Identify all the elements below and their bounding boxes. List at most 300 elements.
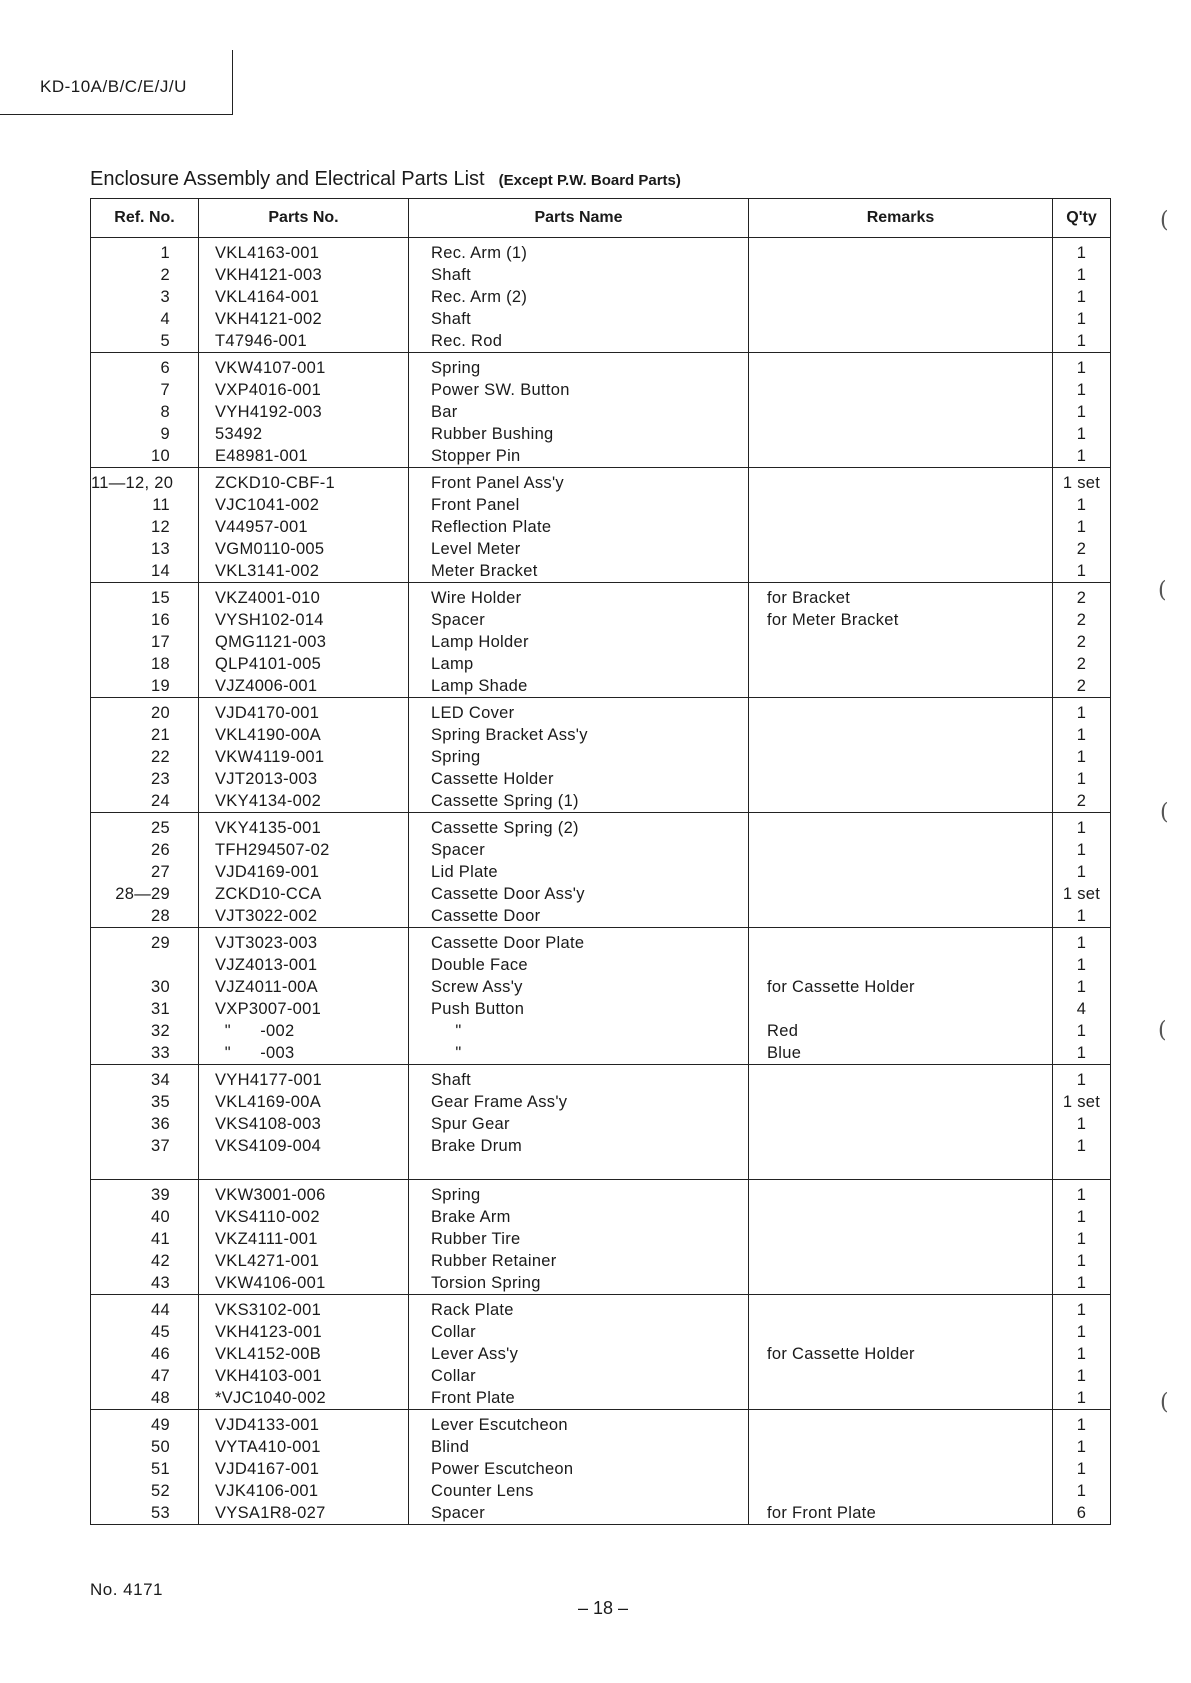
parts-name-cell: Blind xyxy=(409,1436,749,1458)
remarks-cell xyxy=(749,468,1053,495)
remarks-cell xyxy=(749,928,1053,955)
remarks-cell xyxy=(749,1180,1053,1207)
qty-cell: 1 xyxy=(1053,1180,1111,1207)
table-row xyxy=(91,998,1111,1020)
parts-name-cell: Cassette Spring (2) xyxy=(409,813,749,840)
parts-name-cell: Wire Holder xyxy=(409,583,749,610)
table-row xyxy=(91,1458,1111,1480)
parts-name-cell: Spur Gear xyxy=(409,1113,749,1135)
parts-group xyxy=(91,813,1111,928)
parts-group xyxy=(91,238,1111,353)
parts-no-cell: VGM0110-005 xyxy=(199,538,409,560)
ref-no-cell xyxy=(91,1157,199,1180)
qty-cell: 1 xyxy=(1053,330,1111,353)
ref-no-cell: 28 xyxy=(91,905,199,928)
qty-cell: 1 xyxy=(1053,1343,1111,1365)
ref-no-cell: 48 xyxy=(91,1387,199,1410)
remarks-cell xyxy=(749,494,1053,516)
ref-no-cell: 23 xyxy=(91,768,199,790)
ref-no-cell: 39 xyxy=(91,1180,199,1207)
parts-no-cell: E48981-001 xyxy=(199,445,409,468)
table-row xyxy=(91,1410,1111,1437)
remarks-cell xyxy=(749,538,1053,560)
qty-cell: 1 xyxy=(1053,768,1111,790)
table-row xyxy=(91,423,1111,445)
remarks-cell xyxy=(749,1206,1053,1228)
ref-no-cell: 7 xyxy=(91,379,199,401)
parts-group xyxy=(91,1410,1111,1525)
parts-name-cell: Cassette Door Ass'y xyxy=(409,883,749,905)
table-row xyxy=(91,445,1111,468)
ref-no-cell: 17 xyxy=(91,631,199,653)
parts-name-cell: Lamp xyxy=(409,653,749,675)
parts-name-cell: Collar xyxy=(409,1365,749,1387)
qty-cell: 1 xyxy=(1053,1458,1111,1480)
table-row xyxy=(91,1113,1111,1135)
parts-no-cell: VJD4170-001 xyxy=(199,698,409,725)
qty-cell: 6 xyxy=(1053,1502,1111,1525)
parts-no-cell: VJT3022-002 xyxy=(199,905,409,928)
parts-name-cell: Brake Drum xyxy=(409,1135,749,1157)
parts-no-cell: VKL4163-001 xyxy=(199,238,409,265)
table-row xyxy=(91,905,1111,928)
remarks-cell xyxy=(749,746,1053,768)
ref-no-cell: 21 xyxy=(91,724,199,746)
qty-cell: 1 set xyxy=(1053,1091,1111,1113)
ref-no-cell: 52 xyxy=(91,1480,199,1502)
parts-no-cell: VKZ4001-010 xyxy=(199,583,409,610)
parts-name-cell: Spacer xyxy=(409,609,749,631)
parts-no-cell: 53492 xyxy=(199,423,409,445)
parts-no-cell: VKY4135-001 xyxy=(199,813,409,840)
ref-no-cell: 36 xyxy=(91,1113,199,1135)
parts-no-cell: V44957-001 xyxy=(199,516,409,538)
remarks-cell xyxy=(749,379,1053,401)
parts-name-cell: LED Cover xyxy=(409,698,749,725)
remarks-cell xyxy=(749,445,1053,468)
parts-name-cell: Rec. Arm (2) xyxy=(409,286,749,308)
margin-mark: ( xyxy=(1160,208,1169,233)
qty-cell: 1 xyxy=(1053,308,1111,330)
table-row xyxy=(91,538,1111,560)
parts-no-cell: VJK4106-001 xyxy=(199,1480,409,1502)
remarks-cell xyxy=(749,516,1053,538)
ref-no-cell: 20 xyxy=(91,698,199,725)
remarks-cell xyxy=(749,653,1053,675)
ref-no-cell: 40 xyxy=(91,1206,199,1228)
qty-cell: 1 xyxy=(1053,698,1111,725)
ref-no-cell: 1 xyxy=(91,238,199,265)
parts-no-cell: VJT2013-003 xyxy=(199,768,409,790)
header-qty: Q'ty xyxy=(1053,199,1111,238)
qty-cell: 1 xyxy=(1053,1295,1111,1322)
parts-name-cell: Stopper Pin xyxy=(409,445,749,468)
table-row xyxy=(91,976,1111,998)
qty-cell: 1 xyxy=(1053,238,1111,265)
ref-no-cell: 30 xyxy=(91,976,199,998)
ref-no-cell: 29 xyxy=(91,928,199,955)
parts-no-cell: VKH4121-002 xyxy=(199,308,409,330)
qty-cell: 1 xyxy=(1053,1020,1111,1042)
qty-cell: 2 xyxy=(1053,538,1111,560)
table-row xyxy=(91,379,1111,401)
ref-no-cell: 37 xyxy=(91,1135,199,1157)
ref-no-cell: 18 xyxy=(91,653,199,675)
parts-no-cell: VJC1041-002 xyxy=(199,494,409,516)
remarks-cell xyxy=(749,998,1053,1020)
remarks-cell xyxy=(749,839,1053,861)
parts-no-cell: VKH4123-001 xyxy=(199,1321,409,1343)
parts-name-cell: Spring xyxy=(409,1180,749,1207)
ref-no-cell: 15 xyxy=(91,583,199,610)
qty-cell: 1 xyxy=(1053,494,1111,516)
remarks-cell xyxy=(749,861,1053,883)
remarks-cell xyxy=(749,308,1053,330)
table-row xyxy=(91,698,1111,725)
ref-no-cell: 19 xyxy=(91,675,199,698)
parts-no-cell: VYTA410-001 xyxy=(199,1436,409,1458)
ref-no-cell: 45 xyxy=(91,1321,199,1343)
remarks-cell xyxy=(749,1272,1053,1295)
parts-name-cell: Spring xyxy=(409,746,749,768)
table-row xyxy=(91,1206,1111,1228)
remarks-cell: Red xyxy=(749,1020,1053,1042)
remarks-cell xyxy=(749,724,1053,746)
table-row xyxy=(91,560,1111,583)
table-header-row xyxy=(91,199,1111,238)
page-number: – 18 – xyxy=(578,1598,629,1618)
parts-name-cell: Power SW. Button xyxy=(409,379,749,401)
parts-no-cell: VKZ4111-001 xyxy=(199,1228,409,1250)
remarks-cell: for Cassette Holder xyxy=(749,1343,1053,1365)
remarks-cell: for Cassette Holder xyxy=(749,976,1053,998)
qty-cell: 1 xyxy=(1053,954,1111,976)
parts-name-cell: Rec. Arm (1) xyxy=(409,238,749,265)
parts-name-cell: " xyxy=(409,1020,749,1042)
qty-cell: 1 xyxy=(1053,905,1111,928)
parts-group xyxy=(91,928,1111,1065)
parts-name-cell: Reflection Plate xyxy=(409,516,749,538)
remarks-cell xyxy=(749,1410,1053,1437)
parts-group xyxy=(91,1295,1111,1410)
parts-name-cell: Screw Ass'y xyxy=(409,976,749,998)
remarks-cell xyxy=(749,1321,1053,1343)
remarks-cell xyxy=(749,1480,1053,1502)
qty-cell: 1 xyxy=(1053,1113,1111,1135)
parts-no-cell: VXP4016-001 xyxy=(199,379,409,401)
table-row xyxy=(91,631,1111,653)
header-rule xyxy=(0,114,233,115)
ref-no-cell: 43 xyxy=(91,1272,199,1295)
qty-cell: 1 xyxy=(1053,724,1111,746)
ref-no-cell: 32 xyxy=(91,1020,199,1042)
table-row xyxy=(91,790,1111,813)
ref-no-cell xyxy=(91,954,199,976)
ref-no-cell: 35 xyxy=(91,1091,199,1113)
ref-no-cell: 42 xyxy=(91,1250,199,1272)
parts-name-cell: Gear Frame Ass'y xyxy=(409,1091,749,1113)
header-ref-no: Ref. No. xyxy=(91,199,199,238)
parts-group xyxy=(91,1065,1111,1180)
ref-no-cell: 8 xyxy=(91,401,199,423)
parts-no-cell: VJZ4011-00A xyxy=(199,976,409,998)
table-row xyxy=(91,768,1111,790)
parts-name-cell: Front Plate xyxy=(409,1387,749,1410)
ref-no-cell: 11—12, 20 xyxy=(91,468,199,495)
parts-no-cell: TFH294507-02 xyxy=(199,839,409,861)
ref-no-cell: 31 xyxy=(91,998,199,1020)
parts-name-cell: Lamp Holder xyxy=(409,631,749,653)
parts-no-cell: VKL4152-00B xyxy=(199,1343,409,1365)
parts-name-cell: Torsion Spring xyxy=(409,1272,749,1295)
qty-cell: 1 xyxy=(1053,1480,1111,1502)
parts-name-cell: Bar xyxy=(409,401,749,423)
remarks-cell xyxy=(749,1157,1053,1180)
remarks-cell xyxy=(749,905,1053,928)
table-row xyxy=(91,653,1111,675)
table-row xyxy=(91,675,1111,698)
table-row xyxy=(91,238,1111,265)
ref-no-cell: 49 xyxy=(91,1410,199,1437)
table-row xyxy=(91,1343,1111,1365)
ref-no-cell: 3 xyxy=(91,286,199,308)
qty-cell: 1 xyxy=(1053,264,1111,286)
parts-name-cell: Front Panel xyxy=(409,494,749,516)
parts-no-cell: VKS4108-003 xyxy=(199,1113,409,1135)
qty-cell: 1 xyxy=(1053,516,1111,538)
qty-cell: 1 xyxy=(1053,861,1111,883)
remarks-cell xyxy=(749,1065,1053,1092)
table-row xyxy=(91,609,1111,631)
parts-name-cell: Double Face xyxy=(409,954,749,976)
table-row xyxy=(91,839,1111,861)
remarks-cell xyxy=(749,286,1053,308)
remarks-cell: for Front Plate xyxy=(749,1502,1053,1525)
table-row xyxy=(91,724,1111,746)
table-row xyxy=(91,308,1111,330)
qty-cell: 1 xyxy=(1053,1387,1111,1410)
parts-name-cell: Rubber Retainer xyxy=(409,1250,749,1272)
parts-name-cell: Rubber Bushing xyxy=(409,423,749,445)
ref-no-cell: 27 xyxy=(91,861,199,883)
qty-cell: 2 xyxy=(1053,609,1111,631)
parts-name-cell: Shaft xyxy=(409,308,749,330)
ref-no-cell: 28—29 xyxy=(91,883,199,905)
table-row xyxy=(91,1042,1111,1065)
qty-cell: 2 xyxy=(1053,790,1111,813)
ref-no-cell: 22 xyxy=(91,746,199,768)
parts-name-cell: Cassette Holder xyxy=(409,768,749,790)
remarks-cell xyxy=(749,238,1053,265)
parts-name-cell: Lever Ass'y xyxy=(409,1343,749,1365)
parts-name-cell: Collar xyxy=(409,1321,749,1343)
ref-no-cell: 12 xyxy=(91,516,199,538)
table-row xyxy=(91,583,1111,610)
header-remarks: Remarks xyxy=(749,199,1053,238)
parts-name-cell: Brake Arm xyxy=(409,1206,749,1228)
document-number: No. 4171 xyxy=(90,1580,163,1599)
ref-no-cell: 10 xyxy=(91,445,199,468)
table-row xyxy=(91,516,1111,538)
qty-cell: 1 xyxy=(1053,839,1111,861)
header-parts-name: Parts Name xyxy=(409,199,749,238)
remarks-cell xyxy=(749,1135,1053,1157)
qty-cell: 1 xyxy=(1053,286,1111,308)
parts-no-cell: VKY4134-002 xyxy=(199,790,409,813)
table-row xyxy=(91,401,1111,423)
remarks-cell xyxy=(749,790,1053,813)
parts-group xyxy=(91,353,1111,468)
parts-name-cell: Lid Plate xyxy=(409,861,749,883)
parts-no-cell: VJD4169-001 xyxy=(199,861,409,883)
qty-cell: 1 xyxy=(1053,445,1111,468)
remarks-cell: for Meter Bracket xyxy=(749,609,1053,631)
parts-name-cell: Spacer xyxy=(409,839,749,861)
qty-cell: 1 set xyxy=(1053,468,1111,495)
remarks-cell: for Bracket xyxy=(749,583,1053,610)
remarks-cell xyxy=(749,1295,1053,1322)
remarks-cell xyxy=(749,1113,1053,1135)
parts-no-cell: VKW3001-006 xyxy=(199,1180,409,1207)
parts-name-cell: Lever Escutcheon xyxy=(409,1410,749,1437)
parts-name-cell: Spring Bracket Ass'y xyxy=(409,724,749,746)
table-row xyxy=(91,1091,1111,1113)
parts-group xyxy=(91,468,1111,583)
parts-name-cell: Lamp Shade xyxy=(409,675,749,698)
table-row xyxy=(91,746,1111,768)
parts-no-cell: VKW4119-001 xyxy=(199,746,409,768)
parts-table xyxy=(90,198,1111,1525)
qty-cell: 1 xyxy=(1053,746,1111,768)
remarks-cell xyxy=(749,330,1053,353)
parts-name-cell: Cassette Spring (1) xyxy=(409,790,749,813)
qty-cell: 1 xyxy=(1053,976,1111,998)
parts-no-cell: VJZ4006-001 xyxy=(199,675,409,698)
parts-no-cell: " -003 xyxy=(199,1042,409,1065)
qty-cell: 4 xyxy=(1053,998,1111,1020)
ref-no-cell: 9 xyxy=(91,423,199,445)
parts-no-cell: VJD4133-001 xyxy=(199,1410,409,1437)
ref-no-cell: 2 xyxy=(91,264,199,286)
table-row xyxy=(91,861,1111,883)
parts-no-cell: VKS3102-001 xyxy=(199,1295,409,1322)
ref-no-cell: 50 xyxy=(91,1436,199,1458)
qty-cell: 1 xyxy=(1053,813,1111,840)
remarks-cell xyxy=(749,698,1053,725)
qty-cell: 1 xyxy=(1053,379,1111,401)
margin-mark: ( xyxy=(1158,578,1167,603)
header-parts-no: Parts No. xyxy=(199,199,409,238)
parts-name-cell xyxy=(409,1157,749,1180)
parts-name-cell: Spacer xyxy=(409,1502,749,1525)
parts-no-cell: VKW4107-001 xyxy=(199,353,409,380)
parts-name-cell: Front Panel Ass'y xyxy=(409,468,749,495)
parts-name-cell: " xyxy=(409,1042,749,1065)
parts-group xyxy=(91,1180,1111,1295)
qty-cell: 1 xyxy=(1053,1042,1111,1065)
title-main: Enclosure Assembly and Electrical Parts List xyxy=(90,168,485,190)
parts-no-cell: VKL4271-001 xyxy=(199,1250,409,1272)
parts-name-cell: Shaft xyxy=(409,264,749,286)
table-row xyxy=(91,883,1111,905)
qty-cell: 1 xyxy=(1053,401,1111,423)
remarks-cell xyxy=(749,1436,1053,1458)
margin-mark: ( xyxy=(1160,1390,1169,1415)
qty-cell: 1 xyxy=(1053,1272,1111,1295)
table-row xyxy=(91,1020,1111,1042)
parts-no-cell: VJD4167-001 xyxy=(199,1458,409,1480)
ref-no-cell: 11 xyxy=(91,494,199,516)
table-row xyxy=(91,1480,1111,1502)
page-title xyxy=(90,168,681,191)
table-row xyxy=(91,1365,1111,1387)
ref-no-cell: 26 xyxy=(91,839,199,861)
parts-no-cell: VKS4110-002 xyxy=(199,1206,409,1228)
table-row xyxy=(91,954,1111,976)
remarks-cell xyxy=(749,768,1053,790)
ref-no-cell: 16 xyxy=(91,609,199,631)
ref-no-cell: 5 xyxy=(91,330,199,353)
remarks-cell xyxy=(749,883,1053,905)
table-row xyxy=(91,353,1111,380)
table-row xyxy=(91,286,1111,308)
qty-cell: 1 xyxy=(1053,1206,1111,1228)
table-row xyxy=(91,1157,1111,1180)
qty-cell: 1 set xyxy=(1053,883,1111,905)
remarks-cell xyxy=(749,1365,1053,1387)
table-row xyxy=(91,813,1111,840)
remarks-cell xyxy=(749,560,1053,583)
ref-no-cell: 46 xyxy=(91,1343,199,1365)
ref-no-cell: 41 xyxy=(91,1228,199,1250)
parts-no-cell: VYH4177-001 xyxy=(199,1065,409,1092)
model-number: KD-10A/B/C/E/J/U xyxy=(40,77,187,96)
ref-no-cell: 14 xyxy=(91,560,199,583)
table-row xyxy=(91,1272,1111,1295)
table-row xyxy=(91,1436,1111,1458)
table-row xyxy=(91,330,1111,353)
table-row xyxy=(91,494,1111,516)
parts-name-cell: Push Button xyxy=(409,998,749,1020)
remarks-cell xyxy=(749,401,1053,423)
qty-cell: 1 xyxy=(1053,928,1111,955)
table-row xyxy=(91,264,1111,286)
qty-cell: 2 xyxy=(1053,583,1111,610)
remarks-cell xyxy=(749,954,1053,976)
parts-no-cell: " -002 xyxy=(199,1020,409,1042)
parts-no-cell xyxy=(199,1157,409,1180)
table-row xyxy=(91,1295,1111,1322)
parts-name-cell: Spring xyxy=(409,353,749,380)
parts-name-cell: Shaft xyxy=(409,1065,749,1092)
parts-no-cell: VKH4103-001 xyxy=(199,1365,409,1387)
ref-no-cell: 44 xyxy=(91,1295,199,1322)
qty-cell: 1 xyxy=(1053,1250,1111,1272)
table-row xyxy=(91,1502,1111,1525)
parts-name-cell: Level Meter xyxy=(409,538,749,560)
parts-name-cell: Rack Plate xyxy=(409,1295,749,1322)
ref-no-cell: 53 xyxy=(91,1502,199,1525)
ref-no-cell: 51 xyxy=(91,1458,199,1480)
remarks-cell xyxy=(749,1250,1053,1272)
qty-cell: 1 xyxy=(1053,1065,1111,1092)
qty-cell: 1 xyxy=(1053,353,1111,380)
margin-mark: ( xyxy=(1160,800,1169,825)
parts-name-cell: Power Escutcheon xyxy=(409,1458,749,1480)
remarks-cell xyxy=(749,1091,1053,1113)
parts-no-cell: QLP4101-005 xyxy=(199,653,409,675)
ref-no-cell: 34 xyxy=(91,1065,199,1092)
